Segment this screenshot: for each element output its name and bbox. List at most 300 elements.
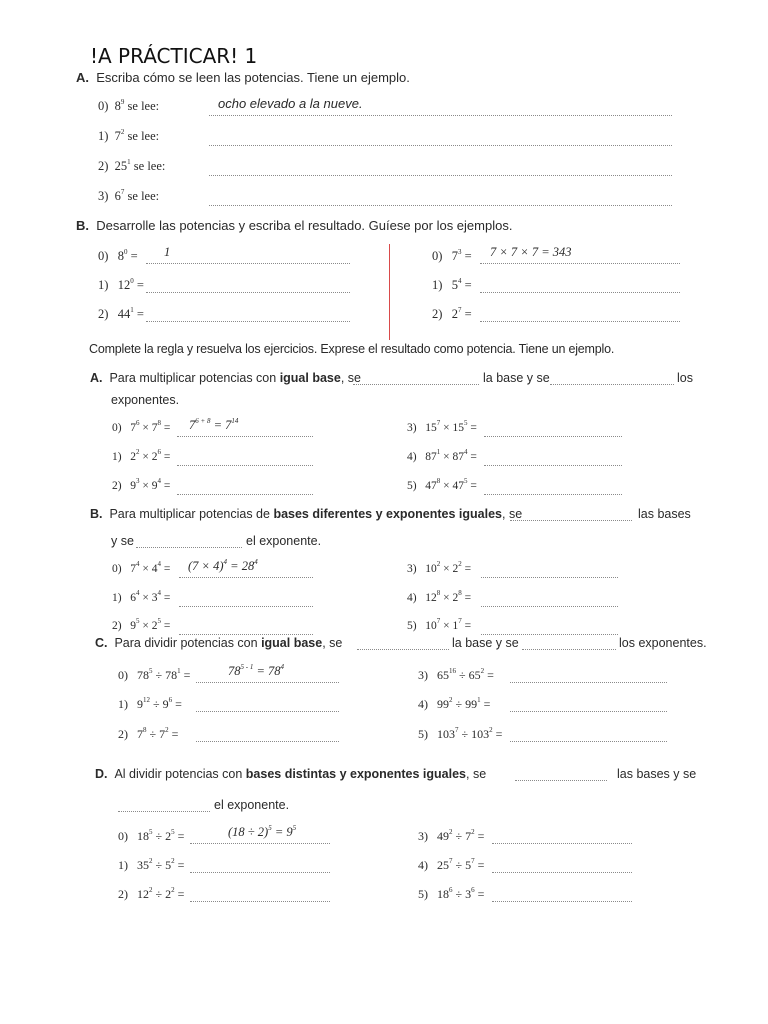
- exercise-row: [112, 448, 171, 463]
- exponent: 4: [223, 558, 228, 566]
- blank-line[interactable]: [550, 384, 674, 385]
- operator: ÷: [150, 697, 163, 711]
- exponent: 5: [463, 477, 468, 485]
- blank-line[interactable]: [522, 649, 616, 650]
- power-base: 2: [165, 887, 172, 901]
- operator: ÷: [452, 887, 466, 901]
- power-base: 3: [151, 592, 158, 604]
- exercise-row: [112, 477, 171, 492]
- answer-base: 7: [189, 418, 196, 432]
- exponent: 1: [130, 306, 134, 314]
- section-label: B.: [90, 507, 103, 521]
- answer-line[interactable]: [190, 843, 330, 844]
- exercise-row: [418, 727, 502, 742]
- exponent: 2: [480, 667, 485, 675]
- example-answer: [228, 825, 296, 840]
- power-base: 2: [151, 451, 158, 463]
- exercise-row: [98, 278, 144, 293]
- exponent: 6 + 8: [195, 417, 211, 425]
- exponent: 2: [165, 726, 169, 734]
- operator: ×: [440, 563, 453, 575]
- exponent: 1: [477, 696, 481, 704]
- power-base: 78: [165, 668, 178, 682]
- answer-line[interactable]: [190, 872, 330, 873]
- exponent: 5 - 1: [240, 663, 254, 671]
- equals: =: [160, 563, 171, 575]
- operator: ÷: [452, 858, 466, 872]
- answer-line[interactable]: [209, 175, 672, 176]
- exercise-row: [432, 307, 472, 322]
- section-label: D.: [95, 767, 108, 781]
- answer-line[interactable]: [177, 465, 313, 466]
- power-base: 18: [437, 887, 449, 901]
- exercise-row: [418, 697, 490, 712]
- exponent: 5: [171, 828, 175, 836]
- power-base: 103: [471, 727, 490, 741]
- power-base: 7: [451, 249, 459, 263]
- exercise-row: [98, 99, 159, 114]
- section-a-heading: [76, 70, 410, 85]
- equals: =: [467, 451, 477, 463]
- example-answer: ocho elevado a la nueve.: [218, 96, 363, 111]
- item-number: 2): [118, 727, 137, 741]
- operator: ×: [139, 620, 152, 632]
- power-base: 7: [114, 129, 121, 143]
- power-base: 18: [137, 829, 149, 843]
- exercise-row: [98, 249, 138, 264]
- answer-line[interactable]: [510, 711, 667, 712]
- power-base: 9: [151, 480, 158, 492]
- rule-text: los exponentes.: [619, 636, 707, 650]
- rule-text: la base y se: [483, 371, 550, 385]
- power-base: 6: [114, 189, 121, 203]
- blank-line[interactable]: [357, 649, 449, 650]
- item-number: 1): [98, 129, 115, 143]
- answer-line[interactable]: [146, 263, 350, 264]
- equals: =: [133, 278, 144, 292]
- item-text: se lee:: [124, 129, 160, 143]
- power-base: 2: [452, 592, 459, 604]
- rule-a: A. Para multiplicar potencias con igual base, se: [90, 371, 361, 385]
- item-number: 3): [418, 668, 437, 682]
- exercise-row: [418, 668, 494, 683]
- power-base: 8: [117, 249, 125, 263]
- power-base: 9: [137, 697, 143, 711]
- power-base: 49: [437, 829, 449, 843]
- power-base: 5: [451, 278, 459, 292]
- answer-line[interactable]: [177, 436, 313, 437]
- equals: =: [160, 422, 171, 434]
- power-base: 35: [137, 858, 149, 872]
- exponent: 2: [135, 448, 140, 456]
- answer-line[interactable]: [480, 321, 680, 322]
- equals: =: [174, 858, 185, 872]
- exercise-row: [118, 668, 190, 683]
- exponent: 3: [458, 248, 462, 256]
- operator: ×: [139, 480, 152, 492]
- power-base: 99: [465, 697, 478, 711]
- exponent: 4: [254, 558, 258, 566]
- operator: ×: [440, 422, 453, 434]
- section-label: B.: [76, 218, 89, 233]
- item-number: 1): [98, 278, 118, 292]
- answer-line[interactable]: [510, 682, 667, 683]
- exponent: 6: [449, 886, 453, 894]
- power-base: 8: [114, 99, 121, 113]
- answer-line[interactable]: [481, 577, 618, 578]
- equals: =: [467, 422, 477, 434]
- equals: =: [461, 249, 472, 263]
- power-base: 15: [452, 422, 464, 434]
- item-number: 3): [418, 829, 437, 843]
- answer-line[interactable]: [492, 901, 632, 902]
- exponent: 7: [449, 857, 453, 865]
- answer-line[interactable]: [209, 145, 672, 146]
- answer-result: = 7: [210, 418, 232, 432]
- item-text: se lee:: [130, 159, 166, 173]
- answer-line[interactable]: [196, 711, 339, 712]
- power-base: 3: [465, 887, 472, 901]
- power-base: 44: [117, 307, 131, 321]
- exponent: 8: [458, 589, 462, 597]
- item-number: 5): [407, 620, 426, 632]
- exponent: 6: [157, 448, 161, 456]
- item-number: 0): [432, 249, 452, 263]
- answer-line[interactable]: [492, 872, 632, 873]
- rule-text: las bases: [638, 507, 691, 521]
- blank-line[interactable]: [510, 520, 632, 521]
- item-number: 2): [112, 620, 131, 632]
- exercise-row: [407, 419, 477, 434]
- exercise-row: [112, 589, 171, 604]
- exponent: 5: [463, 419, 468, 427]
- equals: =: [467, 480, 477, 492]
- answer-line[interactable]: [179, 606, 313, 607]
- equals: =: [461, 620, 472, 632]
- exponent: 2: [171, 857, 175, 865]
- answer-line[interactable]: [510, 741, 667, 742]
- answer-line[interactable]: [190, 901, 330, 902]
- exponent: 7: [471, 857, 475, 865]
- exercise-row: [418, 829, 484, 844]
- item-text: se lee:: [124, 189, 160, 203]
- item-number: 4): [407, 451, 426, 463]
- rule-text: el exponente.: [246, 534, 322, 548]
- answer-line[interactable]: [480, 263, 680, 264]
- exponent: 2: [458, 560, 462, 568]
- answer-base: (7 × 4): [188, 559, 224, 573]
- power-base: 2: [165, 829, 172, 843]
- rule-text: los: [677, 371, 693, 385]
- power-base: 25: [114, 159, 128, 173]
- power-base: 7: [137, 727, 143, 741]
- exercise-row: [407, 477, 477, 492]
- equals: =: [127, 249, 138, 263]
- exercise-row: [98, 307, 144, 322]
- answer-line[interactable]: [480, 292, 680, 293]
- example-answer: 1: [164, 245, 171, 259]
- exponent: 4: [157, 560, 161, 568]
- item-number: 0): [98, 249, 118, 263]
- exponent: 8: [436, 477, 441, 485]
- exponent: 4: [157, 477, 161, 485]
- power-base: 2: [130, 451, 136, 463]
- exercise-row: [407, 617, 472, 632]
- answer-line[interactable]: [209, 205, 672, 206]
- exponent: 6: [471, 886, 475, 894]
- exercise-row: [118, 858, 184, 873]
- item-number: 5): [407, 480, 426, 492]
- power-base: 2: [452, 563, 459, 575]
- exponent: 5: [149, 667, 153, 675]
- item-text: se lee:: [124, 99, 160, 113]
- power-base: 7: [465, 829, 472, 843]
- answer-line[interactable]: [481, 606, 618, 607]
- exercise-row: [98, 129, 159, 144]
- operator: ÷: [456, 668, 469, 682]
- power-base: 47: [452, 480, 464, 492]
- item-number: 0): [118, 829, 137, 843]
- equals: =: [461, 307, 472, 321]
- equals: =: [461, 592, 472, 604]
- power-base: 2: [151, 620, 158, 632]
- operator: ×: [440, 592, 453, 604]
- answer-line[interactable]: [196, 682, 339, 683]
- rule-text: la base y se: [452, 636, 519, 650]
- exponent: 4: [157, 589, 161, 597]
- operator: ×: [139, 451, 152, 463]
- exponent: 0: [130, 277, 134, 285]
- equals: =: [168, 727, 179, 741]
- operator: ×: [139, 563, 152, 575]
- exponent: 6: [135, 419, 140, 427]
- answer-line[interactable]: [146, 292, 350, 293]
- item-number: 2): [98, 159, 115, 173]
- exercise-row: [118, 697, 182, 712]
- power-base: 87: [425, 451, 437, 463]
- power-base: 15: [425, 422, 437, 434]
- exponent: 6: [168, 696, 173, 704]
- exponent: 5: [149, 828, 153, 836]
- example-answer: [228, 664, 284, 679]
- equals: =: [461, 563, 472, 575]
- answer-line[interactable]: [209, 115, 672, 116]
- equals: =: [474, 829, 485, 843]
- exercise-row: [418, 887, 484, 902]
- item-number: 0): [112, 422, 131, 434]
- power-base: 1: [452, 620, 459, 632]
- exponent: 4: [458, 277, 462, 285]
- power-base: 7: [130, 422, 136, 434]
- exercise-row: [418, 858, 484, 873]
- answer-line[interactable]: [196, 741, 339, 742]
- exponent: 5: [292, 824, 297, 832]
- operator: ÷: [152, 887, 166, 901]
- exponent: 7: [436, 419, 441, 427]
- answer-result: = 9: [271, 825, 293, 839]
- exercise-row: [407, 589, 472, 604]
- power-base: 5: [465, 858, 472, 872]
- power-base: 78: [137, 668, 149, 682]
- column-divider: [389, 244, 390, 340]
- equals: =: [180, 668, 191, 682]
- rule-c: C. Para dividir potencias con igual base, se: [95, 636, 343, 650]
- rule-b: B. Para multiplicar potencias de bases diferentes y exponentes iguales, se: [90, 507, 523, 521]
- exponent: 4: [135, 560, 140, 568]
- answer-line[interactable]: [177, 494, 313, 495]
- blank-line[interactable]: [353, 384, 479, 385]
- equals: =: [160, 451, 171, 463]
- operator: ÷: [452, 829, 466, 843]
- exercise-row: [432, 249, 472, 264]
- rule-text: exponentes.: [111, 393, 180, 407]
- equals: =: [174, 829, 185, 843]
- exponent: 4: [280, 663, 285, 671]
- blank-line[interactable]: [515, 780, 607, 781]
- answer-line[interactable]: [484, 494, 622, 495]
- power-base: 7: [151, 422, 158, 434]
- answer-base: 78: [228, 664, 241, 678]
- exponent: 12: [143, 696, 150, 704]
- item-number: 4): [407, 592, 426, 604]
- item-number: 1): [112, 451, 131, 463]
- item-number: 2): [98, 307, 118, 321]
- exercise-row: [112, 617, 171, 632]
- rule-text: el exponente.: [214, 798, 290, 812]
- power-base: 7: [159, 727, 166, 741]
- exponent: 2: [449, 828, 453, 836]
- example-answer: 7 × 7 × 7 = 343: [490, 245, 572, 259]
- exponent: 8: [143, 726, 147, 734]
- exponent: 7: [455, 726, 459, 734]
- exponent: 0: [124, 248, 128, 256]
- equals: =: [484, 668, 494, 682]
- exponent: 14: [231, 417, 239, 425]
- exponent: 5: [157, 617, 161, 625]
- equals: =: [174, 887, 185, 901]
- exercise-row: [407, 560, 472, 575]
- equals: =: [160, 620, 171, 632]
- operator: ÷: [152, 668, 166, 682]
- operator: ×: [139, 592, 152, 604]
- item-number: 2): [118, 887, 137, 901]
- exercise-row: [112, 419, 171, 434]
- answer-line[interactable]: [146, 321, 350, 322]
- exponent: 2: [489, 726, 493, 734]
- power-base: 6: [130, 592, 136, 604]
- equals: =: [172, 697, 182, 711]
- exponent: 8: [157, 419, 161, 427]
- exponent: 2: [171, 886, 175, 894]
- answer-line[interactable]: [492, 843, 632, 844]
- exponent: 7: [458, 617, 462, 625]
- section-label: C.: [95, 636, 108, 650]
- power-base: 65: [437, 668, 449, 682]
- item-number: 0): [118, 668, 137, 682]
- exponent: 2: [120, 128, 125, 136]
- exponent: 4: [135, 589, 140, 597]
- exercise-row: [432, 278, 472, 293]
- power-base: 25: [437, 858, 449, 872]
- answer-result: = 78: [253, 664, 281, 678]
- operator: ×: [440, 620, 453, 632]
- power-base: 103: [437, 727, 455, 741]
- example-answer: [188, 559, 258, 574]
- item-number: 3): [407, 422, 426, 434]
- answer-base: (18 ÷ 2): [228, 825, 269, 839]
- answer-line[interactable]: [484, 465, 622, 466]
- exercise-row: [407, 448, 477, 463]
- item-number: 3): [98, 189, 115, 203]
- rule-text: las bases y se: [617, 767, 697, 781]
- exponent: 2: [471, 828, 475, 836]
- equals: =: [461, 278, 472, 292]
- answer-line[interactable]: [179, 634, 313, 635]
- item-number: 0): [112, 563, 131, 575]
- exponent: 2: [436, 560, 441, 568]
- answer-line[interactable]: [481, 634, 618, 635]
- item-number: 3): [407, 563, 426, 575]
- power-base: 12: [137, 887, 149, 901]
- exponent: 8: [436, 589, 441, 597]
- exponent: 16: [449, 667, 456, 675]
- blank-line[interactable]: [118, 811, 210, 812]
- exponent: 1: [127, 158, 131, 166]
- section-instruction: Desarrolle las potencias y escriba el resultado. Guíese por los ejemplos.: [96, 218, 513, 233]
- exponent: 5: [135, 617, 140, 625]
- operator: ÷: [152, 858, 166, 872]
- exponent: 2: [149, 857, 153, 865]
- item-number: 1): [118, 858, 137, 872]
- item-number: 4): [418, 858, 437, 872]
- blank-line[interactable]: [136, 547, 242, 548]
- exercise-row: [98, 159, 165, 174]
- exponent: 1: [436, 448, 441, 456]
- equals: =: [160, 480, 171, 492]
- power-base: 2: [451, 307, 459, 321]
- power-base: 10: [425, 563, 437, 575]
- equals: =: [480, 697, 491, 711]
- item-number: 1): [118, 697, 137, 711]
- equals: =: [492, 727, 503, 741]
- section-label: A.: [90, 371, 103, 385]
- item-number: 5): [418, 727, 437, 741]
- operator: ÷: [458, 727, 472, 741]
- power-base: 9: [130, 480, 136, 492]
- equals: =: [133, 307, 144, 321]
- exercise-row: [112, 560, 171, 575]
- equals: =: [474, 887, 485, 901]
- instructions-intro: Complete la regla y resuelva los ejercicios. Exprese el resultado como potencia. Tiene un ejemplo.: [89, 342, 615, 356]
- answer-line[interactable]: [484, 436, 622, 437]
- operator: ÷: [146, 727, 160, 741]
- exercise-row: [98, 189, 159, 204]
- power-base: 47: [425, 480, 437, 492]
- power-base: 5: [165, 858, 172, 872]
- power-base: 9: [130, 620, 136, 632]
- answer-line[interactable]: [179, 577, 313, 578]
- exponent: 7: [436, 617, 441, 625]
- rule-d: D. Al dividir potencias con bases distintas y exponentes iguales, se: [95, 767, 487, 781]
- rule-text: y se: [111, 534, 134, 548]
- operator: ÷: [452, 697, 466, 711]
- item-number: 2): [112, 480, 131, 492]
- operator: ÷: [152, 829, 166, 843]
- page-title: !A PRÁCTICAR! 1: [90, 44, 258, 68]
- power-base: 9: [162, 697, 169, 711]
- power-base: 87: [452, 451, 464, 463]
- section-label: A.: [76, 70, 89, 85]
